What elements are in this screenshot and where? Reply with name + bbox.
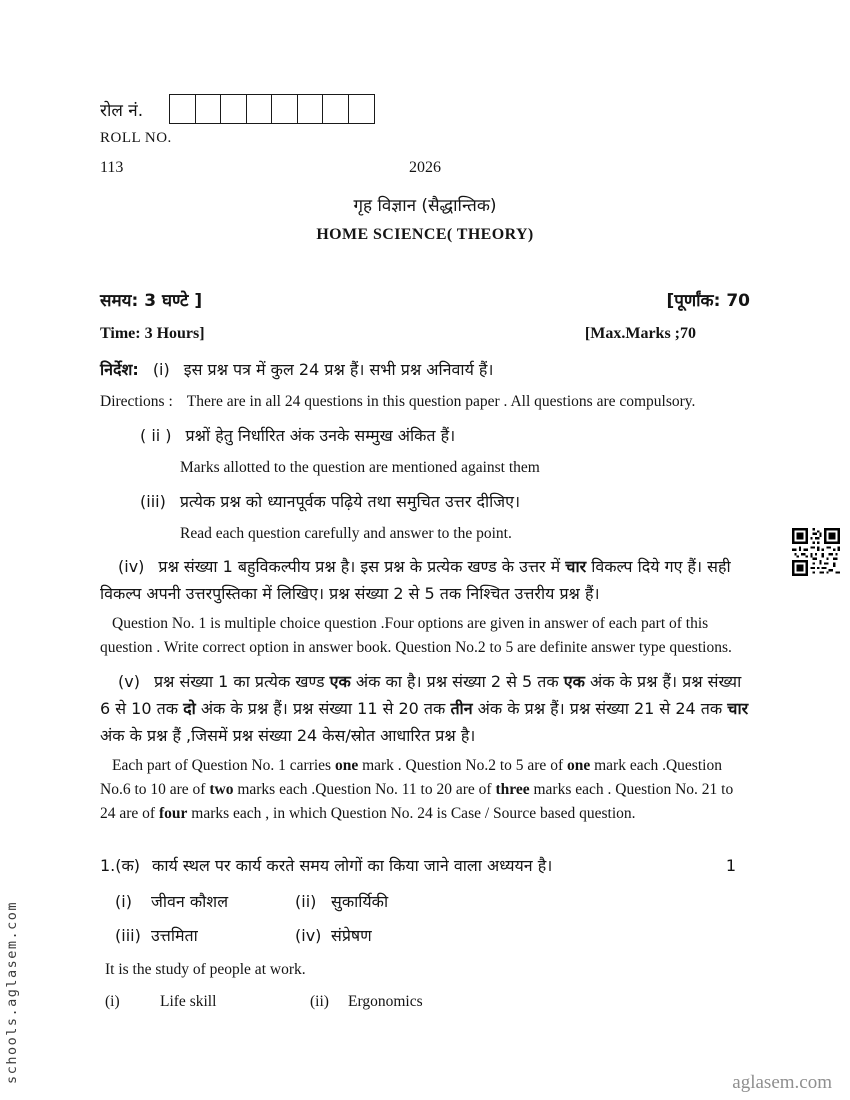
option-iv-hindi	[295, 924, 455, 948]
option-ii-text: सुकार्यिकी	[331, 892, 389, 911]
option-i-label-english: (i)	[105, 993, 120, 1010]
roll-number-label-hindi: रोल नं.	[100, 100, 144, 121]
time-marks-row-english	[100, 325, 750, 343]
qr-code	[792, 528, 840, 576]
question-1-options-hindi	[115, 890, 455, 948]
option-i-label: (i)	[115, 892, 132, 911]
direction-v-hindi	[100, 668, 750, 749]
question-1-row	[100, 854, 750, 878]
question-1-text-hindi	[100, 854, 552, 878]
direction-iii-english: Read each question carefully and answer to the point.	[180, 525, 512, 542]
directions-label-english: Directions :	[100, 393, 173, 410]
roll-number-label-english: ROLL NO.	[100, 130, 172, 146]
code-year-row	[100, 159, 750, 179]
roll-number-box	[348, 94, 375, 124]
roll-number-box	[246, 94, 273, 124]
option-iii-text: उत्तमिता	[151, 926, 198, 945]
direction-i-number: (i)	[152, 360, 170, 379]
max-marks-english: [Max.Marks ;70	[584, 325, 696, 342]
direction-iv-number: (iv)	[118, 557, 145, 576]
direction-ii-number: ( ii )	[140, 426, 172, 445]
roll-number-box	[322, 94, 349, 124]
directions-label-hindi: निर्देश:	[100, 360, 139, 379]
roll-number-box	[169, 94, 196, 124]
corner-watermark: aglasem.com	[732, 1072, 832, 1093]
option-iii-hindi	[115, 924, 295, 948]
qr-code-image	[792, 528, 840, 576]
option-iii-label: (iii)	[115, 926, 141, 945]
question-1-statement-hindi: कार्य स्थल पर कार्य करते समय लोगों का किया जाने वाला अध्ययन है।	[152, 856, 553, 875]
direction-ii-text-hindi: प्रश्नों हेतु निर्धारित अंक उनके सम्मुख अंकित हैं।	[185, 426, 456, 445]
option-ii-hindi	[295, 890, 455, 914]
option-i-text: जीवन कौशल	[151, 892, 229, 911]
direction-iii-text-hindi: प्रत्येक प्रश्न को ध्यानपूर्वक पढ़िये तथा समुचित उत्तर दीजिए।	[179, 492, 521, 511]
direction-iv-hindi	[100, 553, 750, 607]
question-1-number: 1.(क)	[100, 856, 141, 875]
option-i-hindi	[115, 890, 295, 914]
question-1-statement-english: It is the study of people at work.	[105, 961, 306, 978]
direction-v-english	[100, 754, 750, 826]
roll-number-box	[195, 94, 222, 124]
direction-i-english	[100, 391, 750, 413]
question-1-options-english	[105, 990, 750, 1014]
option-iv-label: (iv)	[295, 926, 322, 945]
direction-iv-text-hindi: प्रश्न संख्या 1 बहुविकल्पीय प्रश्न है। इस प्रश्न के प्रत्येक खण्ड के उत्तर में चार विकल्प दिये गए हैं। सही विकल्प अपनी उत्तरपुस्तिका में लिखिए। प्रश्न संख्या 2 से 5 तक निश्चित उत्तरीय प्रश्न हैं।	[100, 557, 731, 603]
option-i-text-english: Life skill	[160, 993, 217, 1010]
option-iv-text: संप्रेषण	[331, 926, 372, 945]
paper-code: 113	[100, 159, 124, 176]
exam-year: 2026	[409, 159, 441, 176]
direction-v-number: (v)	[118, 672, 140, 691]
roll-number-box	[271, 94, 298, 124]
roll-number-box	[220, 94, 247, 124]
paper-title-hindi: गृह विज्ञान (सैद्धान्तिक)	[353, 196, 497, 216]
option-ii-label-english: (ii)	[310, 993, 329, 1010]
side-watermark: schools.aglasem.com	[4, 901, 20, 1084]
paper-content	[100, 0, 750, 1014]
direction-ii-hindi	[140, 423, 750, 449]
option-ii-text-english: Ergonomics	[348, 993, 423, 1010]
roll-number-row	[100, 94, 750, 124]
direction-iv-english	[100, 612, 750, 660]
paper-title-english: HOME SCIENCE( THEORY)	[316, 226, 534, 243]
question-1-marks: 1	[725, 856, 736, 875]
direction-i-hindi	[100, 357, 750, 383]
direction-v-text-hindi: प्रश्न संख्या 1 का प्रत्येक खण्ड एक अंक का है। प्रश्न संख्या 2 से 5 तक एक अंक के प्रश्न हैं। प्रश्न संख्या 6 से 10 तक दो अंक के प्रश्न हैं। प्रश्न संख्या 11 से 20 तक तीन अंक के प्रश्न हैं। प्रश्न संख्या 21 से 24 तक चार अंक के प्रश्न हैं ,जिसमें प्रश्न संख्या 24 केस/स्रोत आधारित प्रश्न है।	[100, 672, 749, 745]
direction-v-text-english: Each part of Question No. 1 carries one mark . Question No.2 to 5 are of one mark each .Question No.6 to 10 are of two marks each .Question No. 11 to 20 are of three marks each . Question No. 21 to 24 are of four marks each , in which Question No. 24 is Case / Source based question.	[100, 757, 734, 822]
roll-number-box	[297, 94, 324, 124]
max-marks-hindi: [पूर्णांक: 70	[666, 291, 750, 311]
direction-iii-number: (iii)	[140, 492, 166, 511]
direction-ii-english: Marks allotted to the question are mentioned against them	[180, 459, 540, 476]
time-allowed-hindi: समय: 3 घण्टे ]	[100, 291, 203, 311]
time-allowed-english: Time: 3 Hours]	[100, 325, 205, 342]
time-marks-row-hindi	[100, 288, 750, 311]
direction-i-text-english: There are in all 24 questions in this question paper . All questions are compulsory.	[186, 393, 696, 410]
roll-number-boxes	[169, 94, 375, 124]
option-ii-label: (ii)	[295, 892, 317, 911]
direction-i-text-hindi: इस प्रश्न पत्र में कुल 24 प्रश्न हैं। सभी प्रश्न अनिवार्य हैं।	[183, 360, 494, 379]
direction-iii-hindi	[140, 489, 750, 515]
direction-iv-text-english: Question No. 1 is multiple choice question .Four options are given in answer of each part of this question . Write correct option in answer book. Question No.2 to 5 are definite answer type questions.	[100, 615, 732, 656]
